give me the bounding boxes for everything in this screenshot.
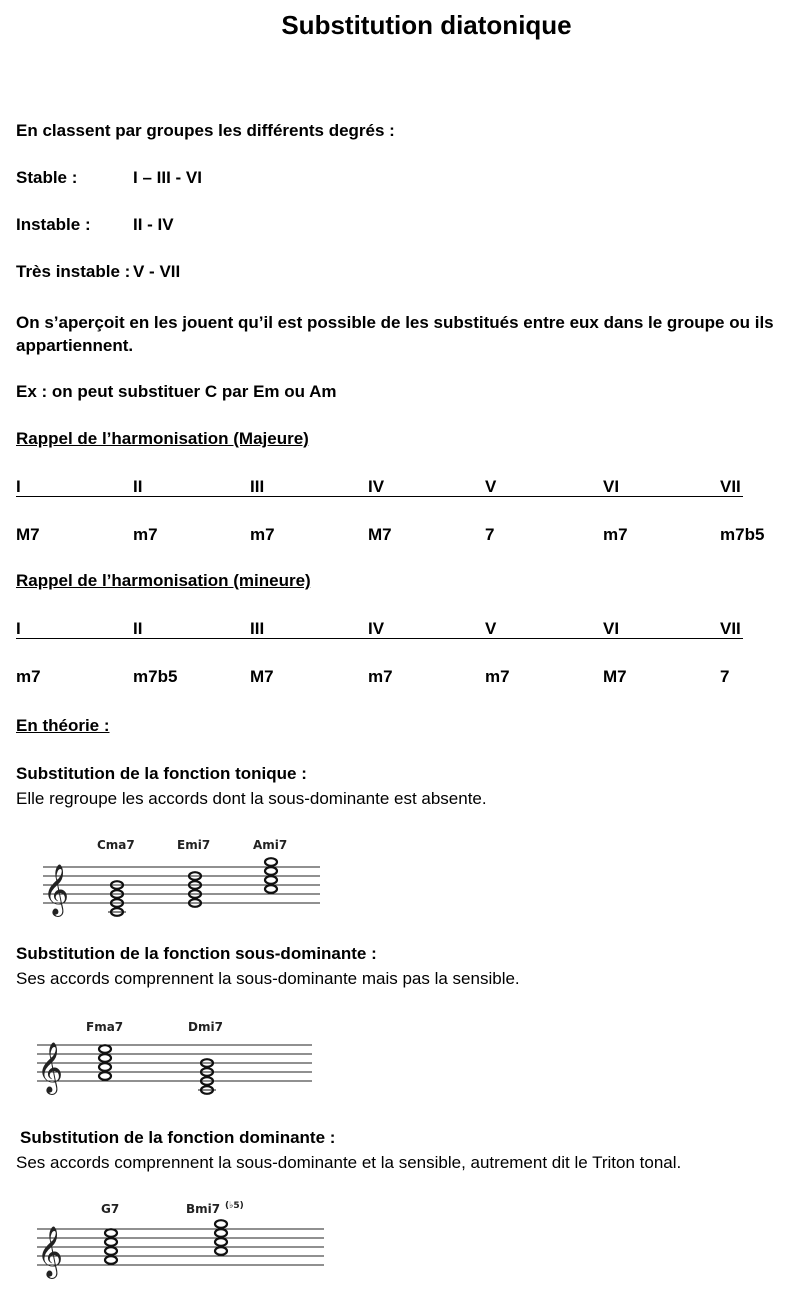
- major-degree: I: [16, 477, 21, 496]
- tonic-staff: [40, 832, 330, 922]
- group-degrees-stable: I – III - VI: [133, 168, 202, 187]
- group-degrees-tres-instable: V - VII: [133, 262, 181, 281]
- staff-lines: [37, 1045, 312, 1081]
- chord-superscript: (♭5): [225, 1201, 244, 1211]
- chord-notes-emi7: [189, 872, 201, 907]
- chord-label: Bmi7: [186, 1202, 221, 1216]
- major-degree: II: [133, 477, 143, 496]
- theory-heading: En théorie :: [16, 716, 110, 735]
- major-degree: IV: [368, 477, 385, 496]
- chord-label: Emi7: [177, 838, 211, 852]
- group-label-instable: Instable :: [16, 215, 91, 234]
- minor-degree: VII: [720, 619, 741, 638]
- minor-quality: m7: [485, 667, 510, 686]
- minor-quality: M7: [250, 667, 274, 686]
- major-heading: Rappel de l’harmonisation (Majeure): [16, 429, 309, 448]
- treble-clef-icon: 𝄞: [43, 864, 70, 915]
- dominant-description: Ses accords comprennent la sous-dominante et la sensible, autrement dit le Triton tonal.: [16, 1153, 682, 1172]
- chord-label: G7: [101, 1202, 120, 1216]
- staff-lines: [37, 1229, 324, 1265]
- dominant-staff: [34, 1196, 334, 1288]
- major-quality: m7b5: [720, 525, 765, 544]
- subdominant-description: Ses accords comprennent la sous-dominante mais pas la sensible.: [16, 969, 520, 988]
- minor-degree: II: [133, 619, 143, 638]
- staff-lines: [43, 867, 320, 903]
- example-text: Ex : on peut substituer C par Em ou Am: [16, 382, 337, 401]
- intro-text: En classent par groupes les différents degrés :: [16, 121, 395, 140]
- dominant-heading: Substitution de la fonction dominante :: [20, 1128, 336, 1147]
- page-title: Substitution diatonique: [281, 10, 572, 40]
- treble-clef-icon: 𝄞: [37, 1226, 64, 1277]
- minor-quality: m7b5: [133, 667, 178, 686]
- major-degree: V: [485, 477, 497, 496]
- treble-clef-icon: 𝄞: [37, 1042, 64, 1093]
- group-degrees-instable: II - IV: [133, 215, 174, 234]
- major-degree: III: [250, 477, 265, 496]
- tonic-description: Elle regroupe les accords dont la sous-dominante est absente.: [16, 789, 487, 808]
- subdominant-heading: Substitution de la fonction sous-dominante :: [16, 944, 377, 963]
- major-quality: m7: [603, 525, 628, 544]
- minor-degree: III: [250, 619, 265, 638]
- chord-label: Dmi7: [188, 1020, 223, 1034]
- minor-degree: VI: [603, 619, 620, 638]
- chord-label: Ami7: [253, 838, 288, 852]
- observation-text: On s’aperçoit en les jouent qu’il est possible de les substitués entre eux dans le groupe ou ils appartiennent.: [16, 313, 774, 355]
- minor-degree: IV: [368, 619, 385, 638]
- major-quality: m7: [133, 525, 158, 544]
- tonic-heading: Substitution de la fonction tonique :: [16, 764, 307, 783]
- chord-label: Cma7: [97, 838, 135, 852]
- minor-degree: I: [16, 619, 21, 638]
- subdominant-staff: [34, 1014, 324, 1104]
- minor-quality: M7: [603, 667, 627, 686]
- chord-notes-dmi7: [198, 1059, 216, 1094]
- minor-heading: Rappel de l’harmonisation (mineure): [16, 571, 311, 590]
- major-quality: M7: [368, 525, 392, 544]
- minor-quality: m7: [16, 667, 41, 686]
- major-degree: VI: [603, 477, 620, 496]
- minor-quality: m7: [368, 667, 393, 686]
- major-quality: M7: [16, 525, 40, 544]
- minor-quality: 7: [720, 667, 730, 686]
- chord-notes-cmaj7: [108, 881, 126, 916]
- chord-label: Fma7: [86, 1020, 124, 1034]
- major-degree: VII: [720, 477, 741, 496]
- major-quality: 7: [485, 525, 495, 544]
- major-quality: m7: [250, 525, 275, 544]
- minor-degree: V: [485, 619, 497, 638]
- group-label-stable: Stable :: [16, 168, 78, 187]
- group-label-tres-instable: Très instable :: [16, 262, 131, 281]
